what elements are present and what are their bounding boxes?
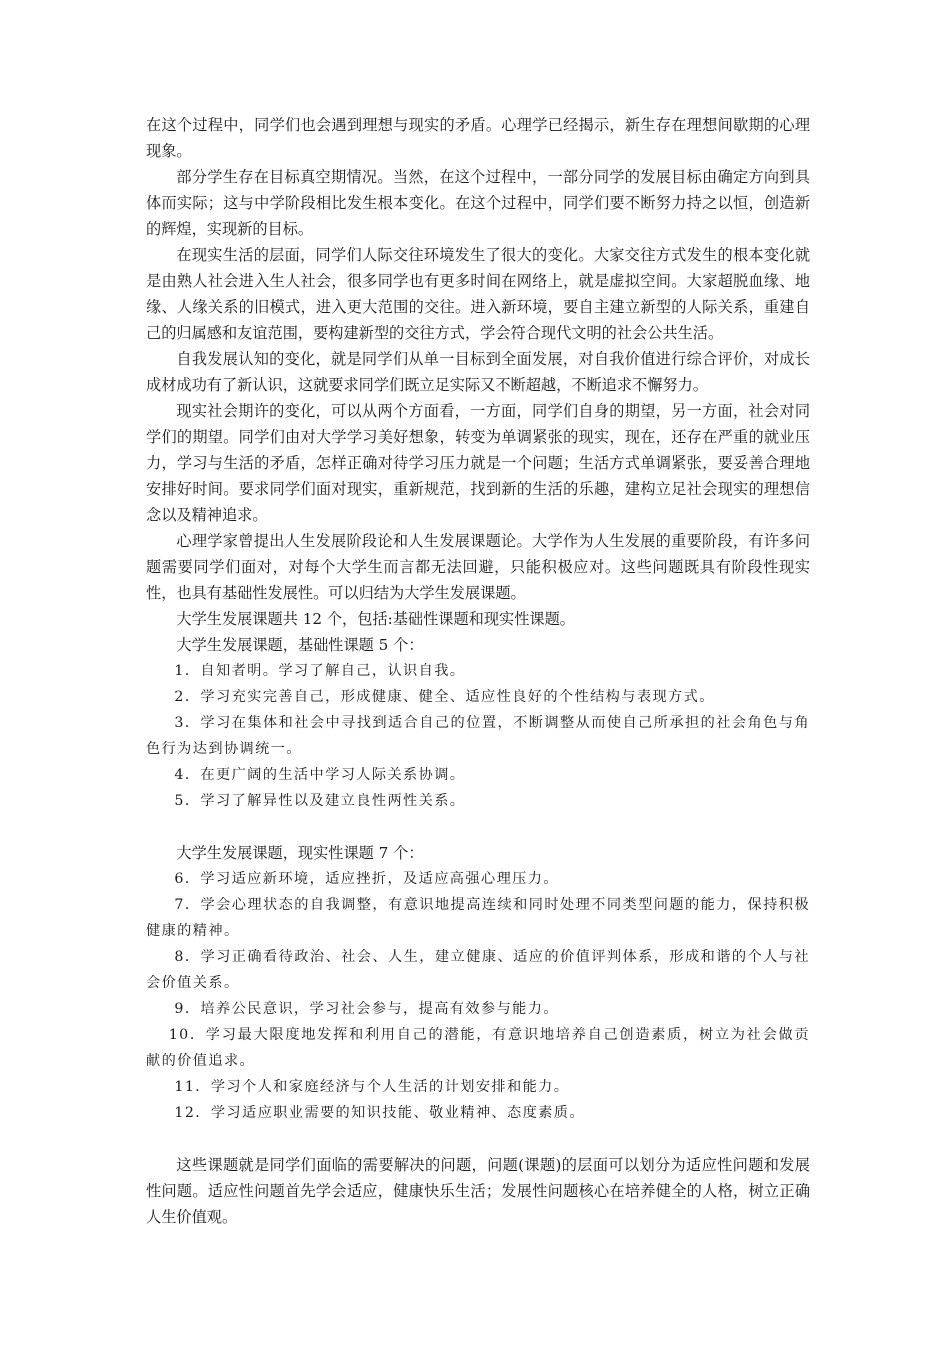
paragraph-conclusion: 这些课题就是同学们面临的需要解决的问题，问题(课题)的层面可以划分为适应性问题和发展性问题。适应性问题首先学会适应，健康快乐生活；发展性问题核心在培养健全的人格，树立正确人生价值观。 — [146, 1156, 810, 1226]
list-item: 12．学习适应职业需要的知识技能、敬业精神、态度素质。 — [174, 1105, 585, 1121]
list-item: 9．培养公民意识，学习社会参与，提高有效参与能力。 — [174, 1001, 559, 1017]
list-item: 2．学习充实完善自己，形成健康、健全、适应性良好的个性结构与表现方式。 — [174, 689, 715, 705]
paragraph-self-cognition: 自我发展认知的变化，就是同学们从单一目标到全面发展，对自我价值进行综合评价，对成长成材成功有了新认识，这就要求同学们既立足实际又不断超越，不断追求不懈努力。 — [146, 350, 810, 394]
paragraph-ideal-reality: 在这个过程中，同学们也会遇到理想与现实的矛盾。心理学已经揭示，新生存在理想间歇期的心理现象。 — [146, 116, 810, 160]
basic-topics-list — [146, 658, 810, 814]
paragraph-topic-count: 大学生发展课题共 12 个，包括:基础性课题和现实性课题。 — [176, 610, 575, 628]
list-item: 3．学习在集体和社会中寻找到适合自己的位置，不断调整从而使自己所承担的社会角色与角色行为达到协调统一。 — [146, 715, 810, 757]
paragraph-social-interaction: 在现实生活的层面，同学们人际交往环境发生了很大的变化。大家交往方式发生的根本变化就是由熟人社会进入生人社会，很多同学也有更多时间在网络上，就是虚拟空间。大家超脱血缘、地缘、人缘关系的旧模式，进入更大范围的交往。进入新环境，要自主建立新型的人际关系，重建自己的归属感和友谊范围，要构建新型的交往方式，学会符合现代文明的社会公共生活。 — [146, 246, 810, 342]
list-item: 8．学习正确看待政治、社会、人生，建立健康、适应的价值评判体系，形成和谐的个人与社会价值关系。 — [146, 949, 810, 991]
paragraph-goal-vacuum: 部分学生存在目标真空期情况。当然，在这个过程中，一部分同学的发展目标由确定方向到具体而实际；这与中学阶段相比发生根本变化。在这个过程中，同学们要不断努力持之以恒，创造新的辉煌，实现新的目标。 — [146, 168, 810, 238]
spacer — [146, 1126, 810, 1152]
list-item: 11．学习个人和家庭经济与个人生活的计划安排和能力。 — [174, 1079, 570, 1095]
paragraph-development-theory: 心理学家曾提出人生发展阶段论和人生发展课题论。大学作为人生发展的重要阶段，有许多问题需要同学们面对，对每个大学生而言都无法回避，只能积极应对。这些问题既具有阶段性现实性，也具有基础性发展性。可以归结为大学生发展课题。 — [146, 532, 810, 602]
list-item: 4．在更广阔的生活中学习人际关系协调。 — [174, 767, 466, 783]
heading-practical-topics: 大学生发展课题，现实性课题 7 个： — [176, 844, 424, 862]
list-item: 1．自知者明。学习了解自己，认识自我。 — [174, 663, 466, 679]
list-item: 6．学习适应新环境，适应挫折，及适应高强心理压力。 — [174, 871, 559, 887]
heading-basic-topics: 大学生发展课题，基础性课题 5 个： — [176, 636, 424, 654]
list-item: 7．学会心理状态的自我调整，有意识地提高连续和同时处理不同类型问题的能力，保持积极健康的精神。 — [146, 897, 810, 939]
practical-topics-list — [146, 866, 810, 1126]
list-item: 10．学习最大限度地发挥和利用自己的潜能，有意识地培养自己创造素质，树立为社会做贡献的价值追求。 — [146, 1027, 810, 1069]
spacer — [146, 814, 810, 840]
paragraph-social-expectation: 现实社会期许的变化，可以从两个方面看，一方面，同学们自身的期望，另一方面，社会对同学们的期望。同学们由对大学学习美好想象，转变为单调紧张的现实，现在，还存在严重的就业压力，学习与生活的矛盾，怎样正确对待学习压力就是一个问题；生活方式单调紧张，要妥善合理地安排好时间。要求同学们面对现实，重新规范，找到新的生活的乐趣，建构立足社会现实的理想信念以及精神追求。 — [146, 402, 810, 524]
document-page — [146, 112, 810, 1230]
list-item: 5．学习了解异性以及建立良性两性关系。 — [174, 793, 466, 809]
